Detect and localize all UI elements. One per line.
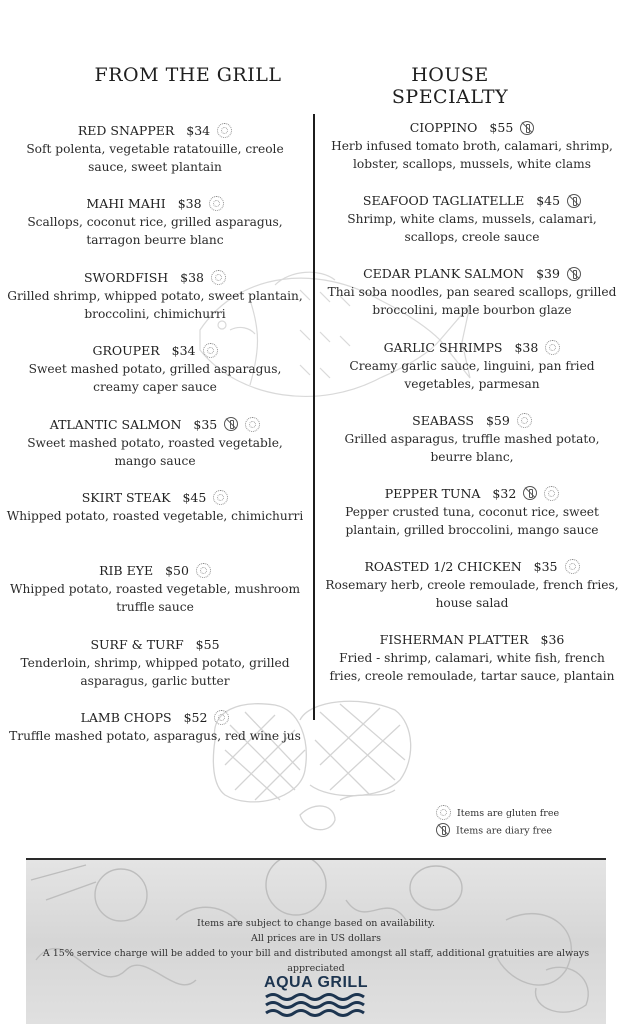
legend-gluten-free-label: Items are gluten free xyxy=(457,808,560,819)
dairy-free-icon xyxy=(567,194,581,208)
menu-item-description: Whipped potato, roasted vegetable, chimichurri xyxy=(6,508,304,523)
menu-item-price: $55 xyxy=(489,120,514,135)
menu-item-header xyxy=(322,558,622,576)
gluten-free-icon xyxy=(544,486,559,501)
menu-item-surf-turf xyxy=(6,636,304,709)
footer-note-service-charge: A 15% service charge will be added to your bill and distributed amongst all staff, additional gratuities are always appreciated xyxy=(42,948,590,974)
menu-item-price: $36 xyxy=(540,632,565,648)
menu-item-price: $45 xyxy=(536,193,561,209)
menu-item-lamb-chops xyxy=(6,709,304,782)
gluten-free-icon xyxy=(436,805,451,820)
menu-item-name: PEPPER TUNA xyxy=(384,485,481,501)
menu-item-header xyxy=(6,489,304,507)
house-specialty-list xyxy=(322,119,622,705)
footer-notes xyxy=(26,916,606,976)
menu-item-description: Fried - shrimp, calamari, white fish, french fries, creole remoulade, tartar sauce, plantain xyxy=(329,651,615,684)
wave-icon xyxy=(264,992,368,1018)
menu-item-price: $38 xyxy=(180,269,205,285)
menu-item-header xyxy=(6,342,304,360)
section-title-from-the-grill: FROM THE GRILL xyxy=(94,64,282,86)
menu-item-description: Herb infused tomato broth, calamari, shrimp, lobster, scallops, mussels, white clams xyxy=(331,139,613,171)
menu-item-price: $38 xyxy=(514,339,539,355)
menu-item-roasted-1-2-chicken xyxy=(322,558,622,631)
menu-item-fisherman-platter xyxy=(322,631,622,704)
menu-item-header xyxy=(322,485,622,503)
menu-item-name: MAHI MAHI xyxy=(86,196,166,212)
menu-item-price: $52 xyxy=(183,710,208,726)
gluten-free-icon xyxy=(211,270,226,285)
aqua-grill-logo xyxy=(264,974,368,1022)
gluten-free-icon xyxy=(545,340,560,355)
menu-item-pepper-tuna xyxy=(322,485,622,558)
gluten-free-icon xyxy=(565,559,580,574)
menu-item-description: Creamy garlic sauce, linguini, pan fried vegetables, parmesan xyxy=(349,358,595,391)
menu-item-price: $32 xyxy=(492,485,517,501)
menu-item-name: SWORDFISH xyxy=(83,269,169,285)
menu-item-price: $34 xyxy=(186,123,211,138)
menu-item-mahi-mahi xyxy=(6,195,304,268)
menu-item-seafood-tagliatelle xyxy=(322,192,622,265)
menu-item-name: SEABASS xyxy=(412,412,474,428)
menu-item-price: $39 xyxy=(536,266,560,282)
menu-item-price: $35 xyxy=(193,416,218,432)
menu-item-name: LAMB CHOPS xyxy=(80,710,172,726)
menu-item-header xyxy=(6,122,304,140)
menu-item-description: Shrimp, white clams, mussels, calamari, scallops, creole sauce xyxy=(347,212,597,245)
menu-item-description: Tenderloin, shrimp, whipped potato, grilled asparagus, garlic butter xyxy=(20,655,290,688)
menu-item-description: Thai soba noodles, pan seared scallops, grilled broccolini, maple bourbon glaze xyxy=(327,285,617,318)
menu-item-red-snapper xyxy=(6,122,304,195)
menu-item-seabass xyxy=(322,412,622,485)
dairy-free-icon xyxy=(224,417,238,431)
menu-item-description: Soft polenta, vegetable ratatouille, creole sauce, sweet plantain xyxy=(26,142,284,174)
menu-item-header xyxy=(322,412,622,430)
menu-item-header xyxy=(6,195,304,213)
menu-item-name: SKIRT STEAK xyxy=(81,489,171,505)
menu-item-header xyxy=(6,636,304,654)
menu-item-skirt-steak xyxy=(6,489,304,562)
gluten-free-icon xyxy=(213,490,228,505)
legend-gluten-free xyxy=(436,806,559,821)
menu-item-garlic-shrimps xyxy=(322,339,622,412)
column-divider xyxy=(313,114,315,720)
menu-item-description: Grilled asparagus, truffle mashed potato, beurre blanc, xyxy=(344,431,600,464)
menu-item-header xyxy=(322,631,622,649)
menu-item-header xyxy=(6,416,304,434)
footer-note-currency: All prices are in US dollars xyxy=(251,933,381,944)
menu-item-atlantic-salmon xyxy=(6,416,304,489)
gluten-free-icon xyxy=(203,343,218,358)
menu-item-header xyxy=(6,709,304,727)
gluten-free-icon xyxy=(214,710,229,725)
menu-item-price: $55 xyxy=(195,636,220,652)
menu-item-name: ATLANTIC SALMON xyxy=(49,416,182,432)
gluten-free-icon xyxy=(196,563,211,578)
footer-note-availability: Items are subject to change based on availability. xyxy=(196,918,436,929)
menu-item-name: RIB EYE xyxy=(99,563,154,579)
menu-item-header xyxy=(6,269,304,287)
menu-item-grouper xyxy=(6,342,304,415)
menu-item-description: Sweet mashed potato, grilled asparagus, creamy caper sauce xyxy=(28,362,282,395)
from-the-grill-list xyxy=(6,122,304,783)
gluten-free-icon xyxy=(209,196,224,211)
menu-item-description: Grilled shrimp, whipped potato, sweet plantain, broccolini, chimichurri xyxy=(7,288,303,321)
menu-item-swordfish xyxy=(6,269,304,342)
menu-item-price: $50 xyxy=(165,563,189,579)
menu-item-header xyxy=(6,562,304,580)
dairy-free-icon xyxy=(520,121,534,135)
menu-item-name: RED SNAPPER xyxy=(77,123,175,138)
menu-item-header xyxy=(322,265,622,283)
menu-item-price: $59 xyxy=(485,412,510,428)
menu-item-name: SEAFOOD TAGLIATELLE xyxy=(362,193,525,209)
menu-item-description: Scallops, coconut rice, grilled asparagus, tarragon beurre blanc xyxy=(27,215,283,248)
menu-item-name: ROASTED 1/2 CHICKEN xyxy=(364,559,522,575)
logo-text: AQUA GRILL xyxy=(264,974,368,991)
menu-item-description: Rosemary herb, creole remoulade, french fries, house salad xyxy=(325,578,619,611)
menu-item-cedar-plank-salmon xyxy=(322,265,622,338)
menu-item-name: CIOPPINO xyxy=(409,120,478,135)
menu-item-description: Pepper crusted tuna, coconut rice, sweet plantain, grilled broccolini, mango sauce xyxy=(345,504,599,537)
dairy-free-icon xyxy=(436,823,450,837)
section-title-house-specialty: HOUSE SPECIALTY xyxy=(391,64,509,108)
legend-dairy-free-label: Items are diary free xyxy=(456,825,552,837)
gluten-free-icon xyxy=(517,413,532,428)
menu-item-rib-eye xyxy=(6,562,304,635)
menu-item-price: $45 xyxy=(182,489,207,505)
menu-item-header xyxy=(322,192,622,210)
menu-item-price: $35 xyxy=(533,559,558,575)
dairy-free-icon xyxy=(523,486,537,500)
legend-dairy-free xyxy=(436,824,552,838)
footer-panel xyxy=(26,860,606,1024)
menu-item-name: GARLIC SHRIMPS xyxy=(383,339,503,355)
menu-item-description: Sweet mashed potato, roasted vegetable, mango sauce xyxy=(27,435,283,468)
menu-item-name: FISHERMAN PLATTER xyxy=(379,632,529,648)
dairy-free-icon xyxy=(567,267,581,281)
menu-item-name: SURF & TURF xyxy=(90,636,184,652)
menu-item-header xyxy=(322,119,622,137)
menu-item-description: Whipped potato, roasted vegetable, mushroom truffle sauce xyxy=(9,582,301,615)
menu-item-price: $34 xyxy=(171,343,196,359)
menu-item-price: $38 xyxy=(177,196,202,212)
menu-item-name: CEDAR PLANK SALMON xyxy=(363,266,525,282)
menu-item-header xyxy=(322,339,622,357)
menu-item-cioppino xyxy=(322,119,622,192)
gluten-free-icon xyxy=(245,417,260,432)
menu-item-name: GROUPER xyxy=(92,343,160,359)
gluten-free-icon xyxy=(217,123,232,138)
menu-item-description: Truffle mashed potato, asparagus, red wine jus xyxy=(9,729,301,744)
